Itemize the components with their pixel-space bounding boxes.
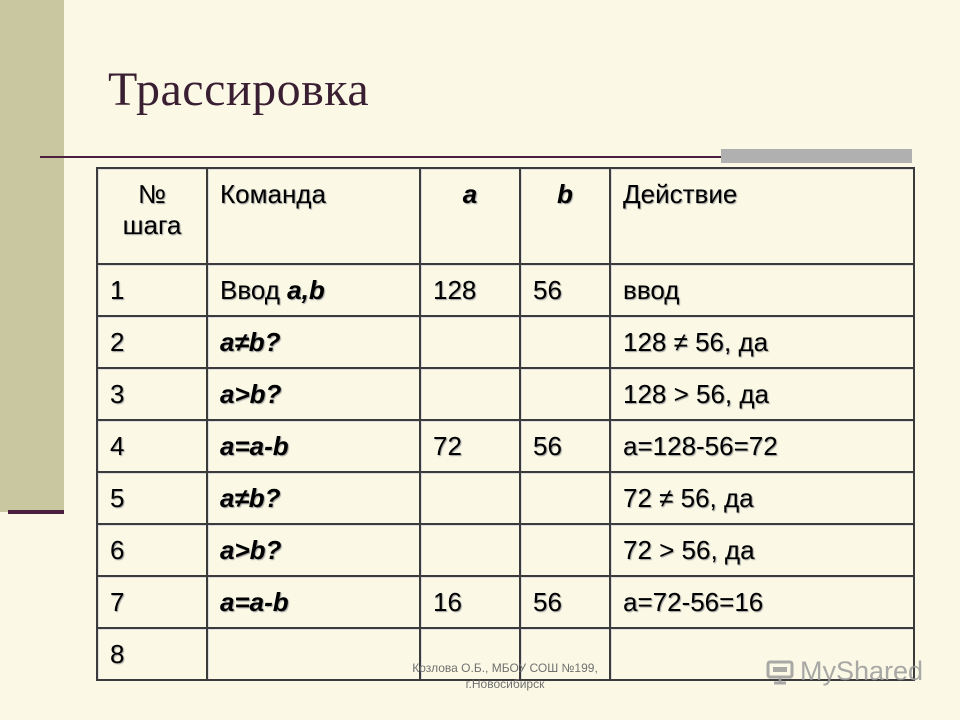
cell-step: 2 — [97, 316, 207, 368]
table-header-row — [97, 168, 914, 264]
table-row — [97, 472, 914, 524]
cell-command-expr: a≠b? — [220, 482, 281, 513]
cell-b: 56 — [520, 264, 610, 316]
footer-author: Козлова О.Б., МБОУ СОШ №199, — [412, 661, 598, 675]
header-b — [520, 168, 610, 264]
cell-step: 4 — [97, 420, 207, 472]
cell-command-expr: a>b? — [220, 378, 282, 409]
footer-city: г.Новосибирск — [465, 677, 545, 691]
title-divider-accent — [721, 149, 912, 163]
table-row — [97, 524, 914, 576]
cell-command — [207, 368, 420, 420]
cell-step: 7 — [97, 576, 207, 628]
watermark-text: MyShared — [800, 656, 924, 686]
cell-step: 3 — [97, 368, 207, 420]
cell-a — [420, 368, 520, 420]
slide-title: Трассировка — [108, 63, 370, 116]
table-row — [97, 420, 914, 472]
side-decor-bar — [0, 0, 64, 512]
cell-step: 1 — [97, 264, 207, 316]
cell-step: 5 — [97, 472, 207, 524]
cell-step: 6 — [97, 524, 207, 576]
header-b-label: b — [557, 179, 573, 209]
cell-action: 72 > 56, да — [610, 524, 914, 576]
table-row — [97, 316, 914, 368]
cell-action: a=128-56=72 — [610, 420, 914, 472]
cell-b — [520, 316, 610, 368]
trace-table — [96, 167, 915, 681]
header-step-line2: шага — [122, 210, 182, 240]
cell-command — [207, 316, 420, 368]
cell-action: ввод — [610, 264, 914, 316]
cell-a: 128 — [420, 264, 520, 316]
header-action-label: Действие — [623, 179, 738, 209]
cell-command — [207, 420, 420, 472]
cell-command-expr: a>b? — [220, 534, 282, 565]
cell-command-expr: a≠b? — [220, 326, 281, 357]
table-row — [97, 368, 914, 420]
cell-a: 16 — [420, 576, 520, 628]
cell-a — [420, 472, 520, 524]
header-action — [610, 168, 914, 264]
watermark — [766, 656, 923, 687]
cell-b: 56 — [520, 576, 610, 628]
cell-command — [207, 524, 420, 576]
cell-command-expr: a=a-b — [220, 586, 289, 617]
cell-a — [420, 524, 520, 576]
cell-step: 8 — [97, 628, 207, 680]
cell-command-prefix: Ввод — [220, 274, 288, 305]
cell-action: 72 ≠ 56, да — [610, 472, 914, 524]
table-row — [97, 264, 914, 316]
cell-b: 56 — [520, 420, 610, 472]
slide-footer — [395, 660, 615, 692]
header-step — [97, 168, 207, 264]
presentation-icon — [766, 659, 794, 685]
header-command — [207, 168, 420, 264]
header-command-label: Команда — [220, 179, 326, 209]
cell-b — [520, 472, 610, 524]
cell-action: 128 ≠ 56, да — [610, 316, 914, 368]
header-step-line1: № — [138, 179, 166, 209]
cell-command — [207, 628, 420, 680]
cell-action: a=72-56=16 — [610, 576, 914, 628]
cell-command — [207, 472, 420, 524]
side-decor-line — [8, 510, 64, 514]
header-a-label: a — [462, 179, 478, 209]
cell-a: 72 — [420, 420, 520, 472]
cell-command — [207, 576, 420, 628]
cell-command-expr: a=a-b — [220, 430, 289, 461]
cell-b — [520, 368, 610, 420]
header-a — [420, 168, 520, 264]
cell-b — [520, 524, 610, 576]
table-row — [97, 576, 914, 628]
cell-command — [207, 264, 420, 316]
cell-action: 128 > 56, да — [610, 368, 914, 420]
cell-command-expr: a,b — [287, 274, 325, 305]
cell-a — [420, 316, 520, 368]
